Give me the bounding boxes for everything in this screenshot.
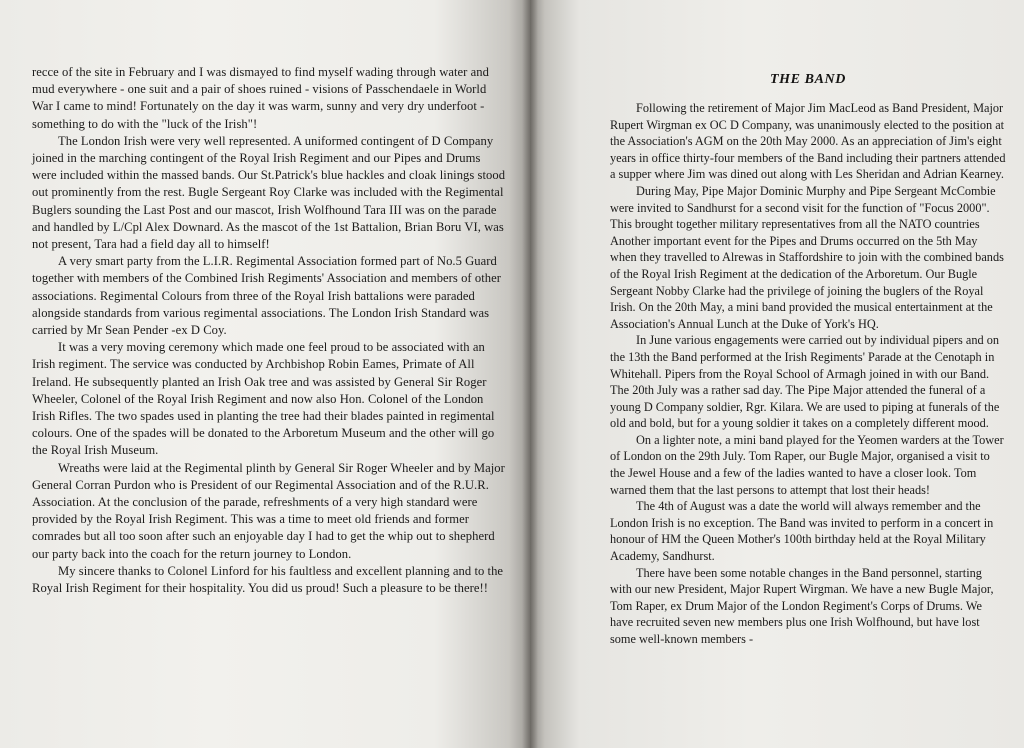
left-paragraph-3: A very smart party from the L.I.R. Regimental Association formed part of No.5 Guard together with members of the Combined Irish Regiments' Association and members of other associations. Regimental Colours from three of the Royal Irish battalions were paraded alongside standards from various regimental associations. The London Irish Standard was carried by Mr Sean Pender -ex D Coy. bbox=[32, 254, 501, 338]
left-paragraph-2: The London Irish were very well represented. A uniformed contingent of D Company joined in the marching contingent of the Royal Irish Regiment and our Pipes and Drums were included within the massed bands. Our St.Patrick's blue hackles and cloak linings stood out prominently from the rest. Bugle Sergeant Roy Clarke was included with the Regimental Buglers sounding the Last Post and our mascot, Irish Wolfhound Tara III was on the parade and handled by L/Cpl Alex Downard. As the mascot of the 1st Battalion, Brian Boru VI, was not present, Tara had a field day all to himself! bbox=[32, 133, 506, 252]
right-paragraph-6: There have been some notable changes in the Band personnel, starting with our new President, Major Rupert Wirgman. We have a new Bugle Major, Tom Raper, ex Drum Major of the London Regiment's Corps of Drums. We have recruited seven new members plus one Irish Wolfhound, but have lost some well-known members - bbox=[610, 565, 994, 646]
right-paragraph-3: In June various engagements were carried out by individual pipers and on the 13th the Band performed at the Irish Regiments' Parade at the Cenotaph in Whitehall. Pipers from the Royal School of Armagh joined in with our Band. The 20th July was a rather sad day. The Pipe Major attended the funeral of a young D Company soldier, Rgr. Kilara. We are used to piping at funerals of the old and bold, but for a young soldier it takes on a completely different mood. bbox=[610, 333, 1000, 431]
left-paragraph-6: My sincere thanks to Colonel Linford for his faultless and excellent planning and to the Royal Irish Regiment for their hospitality. You did us proud! Such a pleasure to be there!! bbox=[32, 563, 504, 596]
book-gutter-shadow bbox=[522, 0, 538, 748]
section-title: THE BAND bbox=[770, 72, 846, 87]
right-page bbox=[530, 0, 1024, 748]
right-paragraph-2: During May, Pipe Major Dominic Murphy and Pipe Sergeant McCombie were invited to Sandhurst for a second visit for the function of "Focus 2000". This brought together military representatives from all the NATO countries Another important event for the Pipes and Drums occurred on the 5th May when they travelled to Alrewas in Staffordshire to join with the combined bands of the Royal Irish Regiment at the dedication of the Arboretum. Our Bugle Sergeant Nobby Clarke had the privilege of joining the buglers of the Royal Irish. On the 20th May, a mini band provided the musical entertainment at the Association's Annual Lunch at the Duke of York's HQ. bbox=[610, 183, 1004, 331]
right-paragraph-5: The 4th of August was a date the world will always remember and the London Irish is no exception. The Band was invited to perform in a concert in honour of HM the Queen Mother's 100th birthday held at the Royal Military Academy, Sandhurst. bbox=[610, 499, 994, 564]
left-paragraph-4: It was a very moving ceremony which made one feel proud to be associated with an Irish regiment. The service was conducted by Archbishop Robin Eames, Primate of All Ireland. He subsequently planted an Irish Oak tree and was assisted by General Sir Roger Wheeler, Colonel of the Royal Irish Regiment and now also Hon. Colonel of the London Irish Rifles. The two spades used in planting the tree had their blades painted in regimental colours. One of the spades will be donated to the Arboretum Museum and the other will go the Royal Irish Museum. bbox=[32, 340, 495, 458]
right-paragraph-4: On a lighter note, a mini band played for the Yeomen warders at the Tower of London on the 29th July. Tom Raper, our Bugle Major, organised a visit to the Jewel House and a few of the ladies wanted to have a closer look. Tom warned them that the last persons to attempt that lost their heads! bbox=[610, 432, 1004, 497]
right-paragraph-1: Following the retirement of Major Jim MacLeod as Band President, Major Rupert Wirgman ex OC D Company, was unanimously elected to the position at the Association's AGM on the 20th May 2000. As an appreciation of Jim's eight years in office thirty-four members of the Band including their partners attended a supper where Jim was dined out along with Les Sheridan and Adrian Kearney. bbox=[610, 101, 1006, 182]
left-page-text bbox=[32, 64, 506, 597]
left-paragraph-1: recce of the site in February and I was dismayed to find myself wading through water and mud everywhere - one suit and a pair of shoes ruined - visions of Passchendaele in World War I came to mind! Fortunately on the day it was warm, sunny and very dry underfoot - something to do with the "luck of the Irish"! bbox=[32, 65, 489, 131]
right-page-text bbox=[610, 100, 1006, 648]
left-paragraph-5: Wreaths were laid at the Regimental plinth by General Sir Roger Wheeler and by Major General Corran Purdon who is President of our Regimental Association and of the R.U.R. Association. At the conclusion of the parade, refreshments of a very high standard were provided by the Royal Irish Regiment. This was a time to meet old friends and former comrades but all too soon after such an enjoyable day I had to get the whip out to shepherd our party back into the coach for the return journey to London. bbox=[32, 460, 505, 561]
